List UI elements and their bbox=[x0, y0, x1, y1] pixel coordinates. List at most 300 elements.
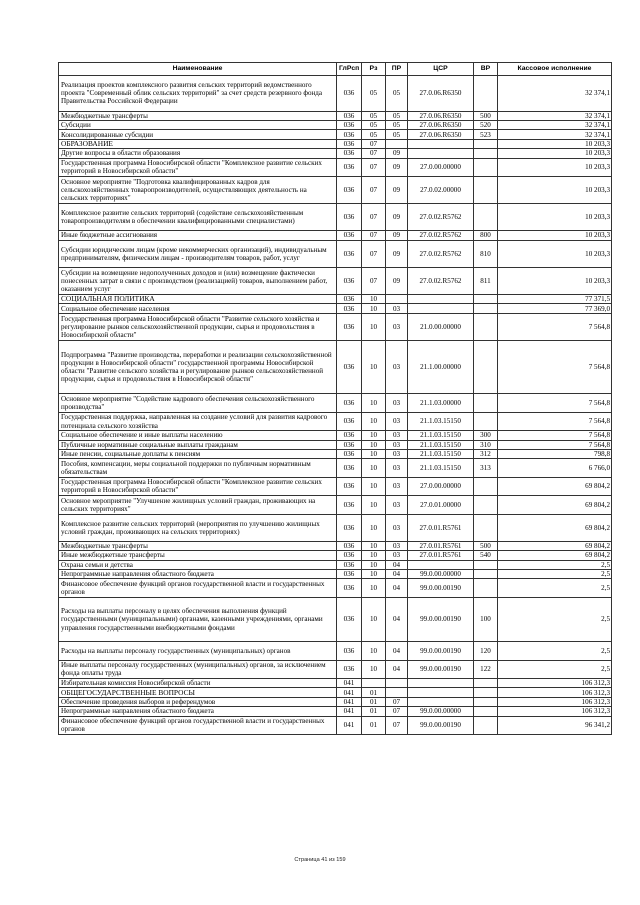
csr-cell: 27.0.02.R5762 bbox=[408, 240, 474, 267]
csr-cell: 99.0.00.00190 bbox=[408, 660, 474, 678]
name-cell: Консолидированные субсидии bbox=[59, 130, 337, 139]
vr-cell: 500 bbox=[474, 111, 498, 120]
glrsp-cell: 036 bbox=[337, 412, 362, 430]
glrsp-cell: 036 bbox=[337, 295, 362, 304]
amount-cell: 69 804,2 bbox=[498, 477, 612, 495]
glrsp-cell: 036 bbox=[337, 304, 362, 313]
csr-cell bbox=[408, 139, 474, 148]
rz-cell: 07 bbox=[362, 139, 386, 148]
name-cell: Пособия, компенсации, меры социальной поддержки по публичным нормативным обязательствам bbox=[59, 459, 337, 477]
csr-cell bbox=[408, 560, 474, 569]
header-name: Наименование bbox=[59, 63, 337, 76]
amount-cell: 77 369,0 bbox=[498, 304, 612, 313]
rz-cell: 10 bbox=[362, 295, 386, 304]
csr-cell: 21.1.00.00000 bbox=[408, 341, 474, 394]
amount-cell: 10 203,3 bbox=[498, 149, 612, 158]
pr-cell: 07 bbox=[386, 697, 408, 706]
csr-cell: 27.0.01.00000 bbox=[408, 496, 474, 514]
csr-cell: 21.0.00.00000 bbox=[408, 313, 474, 340]
amount-cell: 32 374,1 bbox=[498, 111, 612, 120]
glrsp-cell: 041 bbox=[337, 679, 362, 688]
pr-cell: 09 bbox=[386, 149, 408, 158]
pr-cell bbox=[386, 139, 408, 148]
glrsp-cell: 036 bbox=[337, 111, 362, 120]
vr-cell: 500 bbox=[474, 541, 498, 550]
rz-cell: 07 bbox=[362, 204, 386, 231]
vr-cell bbox=[474, 579, 498, 597]
glrsp-cell: 036 bbox=[337, 120, 362, 129]
name-cell: Иные межбюджетные трансферты bbox=[59, 551, 337, 560]
glrsp-cell: 041 bbox=[337, 716, 362, 734]
amount-cell: 7 564,8 bbox=[498, 394, 612, 412]
pr-cell: 03 bbox=[386, 450, 408, 459]
amount-cell: 7 564,8 bbox=[498, 313, 612, 340]
glrsp-cell: 036 bbox=[337, 579, 362, 597]
name-cell: Расходы на выплаты персоналу государственных (муниципальных) органов bbox=[59, 642, 337, 660]
rz-cell: 10 bbox=[362, 579, 386, 597]
pr-cell: 09 bbox=[386, 267, 408, 294]
pr-cell bbox=[386, 295, 408, 304]
vr-cell: 800 bbox=[474, 231, 498, 240]
header-csr: ЦСР bbox=[408, 63, 474, 76]
csr-cell: 27.0.06.R6350 bbox=[408, 76, 474, 112]
table-row bbox=[59, 76, 612, 112]
vr-cell bbox=[474, 394, 498, 412]
glrsp-cell: 036 bbox=[337, 267, 362, 294]
table-row bbox=[59, 579, 612, 597]
amount-cell: 7 564,8 bbox=[498, 440, 612, 449]
vr-cell bbox=[474, 204, 498, 231]
table-row bbox=[59, 496, 612, 514]
glrsp-cell: 041 bbox=[337, 697, 362, 706]
pr-cell: 04 bbox=[386, 660, 408, 678]
table-row bbox=[59, 341, 612, 394]
table-row bbox=[59, 440, 612, 449]
rz-cell: 05 bbox=[362, 76, 386, 112]
pr-cell: 04 bbox=[386, 569, 408, 578]
rz-cell: 10 bbox=[362, 642, 386, 660]
pr-cell: 03 bbox=[386, 496, 408, 514]
table-row bbox=[59, 660, 612, 678]
vr-cell bbox=[474, 76, 498, 112]
csr-cell bbox=[408, 679, 474, 688]
pr-cell bbox=[386, 688, 408, 697]
glrsp-cell: 036 bbox=[337, 231, 362, 240]
amount-cell: 7 564,8 bbox=[498, 412, 612, 430]
vr-cell bbox=[474, 569, 498, 578]
rz-cell: 01 bbox=[362, 707, 386, 716]
name-cell: Государственная поддержка, направленная на создание условий для развития кадрового потенциала сельского хозяйства bbox=[59, 412, 337, 430]
rz-cell: 10 bbox=[362, 450, 386, 459]
vr-cell bbox=[474, 477, 498, 495]
csr-cell: 27.0.01.R5761 bbox=[408, 541, 474, 550]
name-cell: Публичные нормативные социальные выплаты гражданам bbox=[59, 440, 337, 449]
name-cell: Реализация проектов комплексного развития сельских территорий ведомственного проекта "Современный облик сельских территорий" за счет средств резервного фонда Правительства Российской Федерации bbox=[59, 76, 337, 112]
pr-cell: 04 bbox=[386, 560, 408, 569]
name-cell: Обеспечение проведения выборов и референдумов bbox=[59, 697, 337, 706]
table-row bbox=[59, 642, 612, 660]
pr-cell: 03 bbox=[386, 431, 408, 440]
pr-cell: 03 bbox=[386, 341, 408, 394]
name-cell: Комплексное развитие сельских территорий (мероприятия по улучшению жилищных условий граждан, проживающих на сельских территориях) bbox=[59, 514, 337, 541]
table-row bbox=[59, 111, 612, 120]
amount-cell: 106 312,3 bbox=[498, 707, 612, 716]
csr-cell: 99.0.00.00000 bbox=[408, 707, 474, 716]
amount-cell: 798,8 bbox=[498, 450, 612, 459]
glrsp-cell: 036 bbox=[337, 139, 362, 148]
pr-cell: 03 bbox=[386, 412, 408, 430]
budget-table-container bbox=[58, 62, 611, 735]
vr-cell bbox=[474, 139, 498, 148]
amount-cell: 96 341,2 bbox=[498, 716, 612, 734]
amount-cell: 69 804,2 bbox=[498, 496, 612, 514]
vr-cell bbox=[474, 496, 498, 514]
pr-cell: 04 bbox=[386, 642, 408, 660]
name-cell: Субсидии юридическим лицам (кроме некоммерческих организаций), индивидуальным предпринимателям, физическим лицам - производителям товаров, работ, услуг bbox=[59, 240, 337, 267]
csr-cell: 27.0.02.R5762 bbox=[408, 267, 474, 294]
name-cell: Другие вопросы в области образования bbox=[59, 149, 337, 158]
pr-cell: 09 bbox=[386, 231, 408, 240]
amount-cell: 10 203,3 bbox=[498, 158, 612, 176]
pr-cell: 05 bbox=[386, 111, 408, 120]
pr-cell: 09 bbox=[386, 176, 408, 203]
table-row bbox=[59, 514, 612, 541]
name-cell: Основное мероприятие "Улучшение жилищных условий граждан, проживающих на сельских территориях" bbox=[59, 496, 337, 514]
vr-cell bbox=[474, 707, 498, 716]
amount-cell: 32 374,1 bbox=[498, 76, 612, 112]
rz-cell: 07 bbox=[362, 240, 386, 267]
name-cell: Финансовое обеспечение функций органов государственной власти и государственных органов bbox=[59, 716, 337, 734]
name-cell: Основное мероприятие "Содействие кадрового обеспечения сельскохозяйственного производства" bbox=[59, 394, 337, 412]
rz-cell: 07 bbox=[362, 231, 386, 240]
table-row bbox=[59, 716, 612, 734]
rz-cell: 10 bbox=[362, 496, 386, 514]
table-row bbox=[59, 394, 612, 412]
name-cell: Непрограммные направления областного бюджета bbox=[59, 707, 337, 716]
rz-cell: 10 bbox=[362, 440, 386, 449]
name-cell: Социальное обеспечение и иные выплаты населению bbox=[59, 431, 337, 440]
pr-cell: 03 bbox=[386, 477, 408, 495]
pr-cell: 04 bbox=[386, 579, 408, 597]
rz-cell: 07 bbox=[362, 158, 386, 176]
amount-cell: 2,5 bbox=[498, 579, 612, 597]
csr-cell: 27.0.02.00000 bbox=[408, 176, 474, 203]
name-cell: Основное мероприятие "Подготовка квалифицированных кадров для сельскохозяйственных товаропроизводителей, осуществляющих деятельность на сельских территориях" bbox=[59, 176, 337, 203]
vr-cell bbox=[474, 304, 498, 313]
glrsp-cell: 036 bbox=[337, 569, 362, 578]
glrsp-cell: 041 bbox=[337, 707, 362, 716]
header-amount: Кассовое исполнение bbox=[498, 63, 612, 76]
amount-cell: 10 203,3 bbox=[498, 139, 612, 148]
csr-cell: 27.0.01.R5761 bbox=[408, 514, 474, 541]
name-cell: Финансовое обеспечение функций органов государственной власти и государственных органов bbox=[59, 579, 337, 597]
name-cell: Комплексное развитие сельских территорий (содействие сельскохозяйственным товаропроизводителям в обеспечении квалифицированными специалистами) bbox=[59, 204, 337, 231]
vr-cell bbox=[474, 313, 498, 340]
amount-cell: 69 804,2 bbox=[498, 541, 612, 550]
table-row bbox=[59, 551, 612, 560]
vr-cell: 540 bbox=[474, 551, 498, 560]
glrsp-cell: 036 bbox=[337, 130, 362, 139]
name-cell: Социальное обеспечение населения bbox=[59, 304, 337, 313]
amount-cell: 106 312,3 bbox=[498, 679, 612, 688]
name-cell: Субсидии на возмещение недополученных доходов и (или) возмещение фактически понесенных затрат в связи с производством (реализацией) товаров, выполнением работ, оказанием услуг bbox=[59, 267, 337, 294]
table-row bbox=[59, 450, 612, 459]
amount-cell: 2,5 bbox=[498, 560, 612, 569]
vr-cell: 312 bbox=[474, 450, 498, 459]
table-row bbox=[59, 688, 612, 697]
table-row bbox=[59, 158, 612, 176]
vr-cell bbox=[474, 560, 498, 569]
table-row bbox=[59, 267, 612, 294]
table-row bbox=[59, 176, 612, 203]
rz-cell: 10 bbox=[362, 431, 386, 440]
amount-cell: 106 312,3 bbox=[498, 697, 612, 706]
csr-cell: 27.0.06.R6350 bbox=[408, 130, 474, 139]
table-row bbox=[59, 477, 612, 495]
amount-cell: 32 374,1 bbox=[498, 120, 612, 129]
vr-cell: 100 bbox=[474, 597, 498, 642]
vr-cell: 120 bbox=[474, 642, 498, 660]
glrsp-cell: 036 bbox=[337, 597, 362, 642]
table-header bbox=[59, 63, 612, 76]
name-cell: Иные бюджетные ассигнования bbox=[59, 231, 337, 240]
table-row bbox=[59, 240, 612, 267]
table-row bbox=[59, 679, 612, 688]
glrsp-cell: 036 bbox=[337, 560, 362, 569]
csr-cell: 99.0.00.00190 bbox=[408, 579, 474, 597]
rz-cell: 05 bbox=[362, 130, 386, 139]
amount-cell: 7 564,8 bbox=[498, 341, 612, 394]
glrsp-cell: 041 bbox=[337, 688, 362, 697]
rz-cell: 05 bbox=[362, 120, 386, 129]
pr-cell: 09 bbox=[386, 240, 408, 267]
glrsp-cell: 036 bbox=[337, 551, 362, 560]
table-row bbox=[59, 204, 612, 231]
csr-cell: 99.0.00.00190 bbox=[408, 597, 474, 642]
table-row bbox=[59, 541, 612, 550]
amount-cell: 69 804,2 bbox=[498, 551, 612, 560]
pr-cell: 07 bbox=[386, 707, 408, 716]
name-cell: Охрана семьи и детства bbox=[59, 560, 337, 569]
pr-cell: 09 bbox=[386, 204, 408, 231]
table-row bbox=[59, 697, 612, 706]
glrsp-cell: 036 bbox=[337, 459, 362, 477]
csr-cell: 99.0.00.00000 bbox=[408, 569, 474, 578]
vr-cell bbox=[474, 341, 498, 394]
table-row bbox=[59, 313, 612, 340]
rz-cell: 05 bbox=[362, 111, 386, 120]
rz-cell: 10 bbox=[362, 313, 386, 340]
amount-cell: 77 371,5 bbox=[498, 295, 612, 304]
name-cell: Иные пенсии, социальные доплаты к пенсиям bbox=[59, 450, 337, 459]
name-cell: Государственная программа Новосибирской области "Развитие сельского хозяйства и регулирование рынков сельскохозяйственной продукции, сырья и продовольствия в Новосибирской области" bbox=[59, 313, 337, 340]
csr-cell: 27.0.00.00000 bbox=[408, 158, 474, 176]
header-pr: ПР bbox=[386, 63, 408, 76]
glrsp-cell: 036 bbox=[337, 394, 362, 412]
csr-cell bbox=[408, 295, 474, 304]
csr-cell: 27.0.00.00000 bbox=[408, 477, 474, 495]
vr-cell: 520 bbox=[474, 120, 498, 129]
glrsp-cell: 036 bbox=[337, 642, 362, 660]
name-cell: Государственная программа Новосибирской области "Комплексное развитие сельских территорий в Новосибирской области" bbox=[59, 477, 337, 495]
csr-cell: 21.1.03.15150 bbox=[408, 459, 474, 477]
name-cell: Государственная программа Новосибирской области "Комплексное развитие сельских территорий в Новосибирской области" bbox=[59, 158, 337, 176]
name-cell: ОБЩЕГОСУДАРСТВЕННЫЕ ВОПРОСЫ bbox=[59, 688, 337, 697]
rz-cell: 10 bbox=[362, 412, 386, 430]
table-row bbox=[59, 459, 612, 477]
glrsp-cell: 036 bbox=[337, 440, 362, 449]
csr-cell bbox=[408, 688, 474, 697]
glrsp-cell: 036 bbox=[337, 450, 362, 459]
csr-cell: 21.1.03.15150 bbox=[408, 440, 474, 449]
pr-cell: 03 bbox=[386, 541, 408, 550]
glrsp-cell: 036 bbox=[337, 240, 362, 267]
vr-cell bbox=[474, 688, 498, 697]
pr-cell: 03 bbox=[386, 514, 408, 541]
pr-cell: 07 bbox=[386, 716, 408, 734]
pr-cell: 03 bbox=[386, 440, 408, 449]
vr-cell: 310 bbox=[474, 440, 498, 449]
amount-cell: 2,5 bbox=[498, 569, 612, 578]
pr-cell: 05 bbox=[386, 120, 408, 129]
table-row bbox=[59, 597, 612, 642]
glrsp-cell: 036 bbox=[337, 176, 362, 203]
rz-cell: 10 bbox=[362, 597, 386, 642]
csr-cell: 27.0.06.R6350 bbox=[408, 120, 474, 129]
rz-cell: 10 bbox=[362, 394, 386, 412]
amount-cell: 2,5 bbox=[498, 660, 612, 678]
rz-cell: 10 bbox=[362, 341, 386, 394]
vr-cell bbox=[474, 514, 498, 541]
table-row bbox=[59, 412, 612, 430]
rz-cell: 10 bbox=[362, 459, 386, 477]
amount-cell: 2,5 bbox=[498, 597, 612, 642]
amount-cell: 10 203,3 bbox=[498, 267, 612, 294]
amount-cell: 10 203,3 bbox=[498, 240, 612, 267]
glrsp-cell: 036 bbox=[337, 149, 362, 158]
glrsp-cell: 036 bbox=[337, 313, 362, 340]
table-row bbox=[59, 231, 612, 240]
table-row bbox=[59, 431, 612, 440]
page-number: Страница 41 из 159 bbox=[294, 857, 346, 863]
amount-cell: 106 312,3 bbox=[498, 688, 612, 697]
rz-cell: 10 bbox=[362, 477, 386, 495]
vr-cell bbox=[474, 149, 498, 158]
header-rz: Рз bbox=[362, 63, 386, 76]
amount-cell: 7 564,8 bbox=[498, 431, 612, 440]
glrsp-cell: 036 bbox=[337, 431, 362, 440]
csr-cell: 21.1.03.15150 bbox=[408, 431, 474, 440]
glrsp-cell: 036 bbox=[337, 204, 362, 231]
table-row bbox=[59, 304, 612, 313]
pr-cell: 04 bbox=[386, 597, 408, 642]
csr-cell: 99.0.00.00190 bbox=[408, 716, 474, 734]
vr-cell: 523 bbox=[474, 130, 498, 139]
rz-cell: 10 bbox=[362, 541, 386, 550]
csr-cell: 21.1.03.15150 bbox=[408, 412, 474, 430]
csr-cell: 27.0.02.R5762 bbox=[408, 204, 474, 231]
table-row bbox=[59, 149, 612, 158]
amount-cell: 69 804,2 bbox=[498, 514, 612, 541]
glrsp-cell: 036 bbox=[337, 660, 362, 678]
name-cell: Иные выплаты персоналу государственных (муниципальных) органов, за исключением фонда оплаты труда bbox=[59, 660, 337, 678]
rz-cell: 01 bbox=[362, 697, 386, 706]
csr-cell: 27.0.01.R5761 bbox=[408, 551, 474, 560]
rz-cell: 10 bbox=[362, 514, 386, 541]
amount-cell: 10 203,3 bbox=[498, 204, 612, 231]
pr-cell: 05 bbox=[386, 76, 408, 112]
name-cell: Расходы на выплаты персоналу в целях обеспечения выполнения функций государственными (муниципальными) органами, казенными учреждениями, органами управления государственными внебюджетными фондами bbox=[59, 597, 337, 642]
rz-cell: 10 bbox=[362, 551, 386, 560]
name-cell: Субсидии bbox=[59, 120, 337, 129]
glrsp-cell: 036 bbox=[337, 341, 362, 394]
vr-cell: 122 bbox=[474, 660, 498, 678]
rz-cell: 10 bbox=[362, 304, 386, 313]
csr-cell: 27.0.02.R5762 bbox=[408, 231, 474, 240]
pr-cell: 05 bbox=[386, 130, 408, 139]
vr-cell bbox=[474, 697, 498, 706]
glrsp-cell: 036 bbox=[337, 477, 362, 495]
vr-cell bbox=[474, 176, 498, 203]
rz-cell bbox=[362, 679, 386, 688]
rz-cell: 07 bbox=[362, 149, 386, 158]
rz-cell: 10 bbox=[362, 569, 386, 578]
rz-cell: 01 bbox=[362, 688, 386, 697]
vr-cell bbox=[474, 716, 498, 734]
amount-cell: 32 374,1 bbox=[498, 130, 612, 139]
rz-cell: 10 bbox=[362, 660, 386, 678]
rz-cell: 01 bbox=[362, 716, 386, 734]
csr-cell: 99.0.00.00190 bbox=[408, 642, 474, 660]
name-cell: Подпрограмма "Развитие производства, переработки и реализации сельскохозяйственной продукции в Новосибирской области" государственной программы Новосибирской области "Развитие сельского хозяйства и регулирование рынков сельскохозяйственной продукции, сырья и продовольствия в Новосибирской области" bbox=[59, 341, 337, 394]
table-row bbox=[59, 707, 612, 716]
rz-cell: 10 bbox=[362, 560, 386, 569]
csr-cell: 21.1.03.00000 bbox=[408, 394, 474, 412]
vr-cell bbox=[474, 295, 498, 304]
csr-cell bbox=[408, 697, 474, 706]
name-cell: Непрограммные направления областного бюджета bbox=[59, 569, 337, 578]
name-cell: ОБРАЗОВАНИЕ bbox=[59, 139, 337, 148]
pr-cell: 03 bbox=[386, 551, 408, 560]
amount-cell: 10 203,3 bbox=[498, 231, 612, 240]
name-cell: Избирательная комиссия Новосибирской области bbox=[59, 679, 337, 688]
amount-cell: 10 203,3 bbox=[498, 176, 612, 203]
budget-table bbox=[58, 62, 612, 735]
table-body bbox=[59, 76, 612, 735]
glrsp-cell: 036 bbox=[337, 541, 362, 550]
table-row bbox=[59, 569, 612, 578]
csr-cell bbox=[408, 149, 474, 158]
vr-cell bbox=[474, 158, 498, 176]
table-row bbox=[59, 130, 612, 139]
vr-cell: 313 bbox=[474, 459, 498, 477]
name-cell: СОЦИАЛЬНАЯ ПОЛИТИКА bbox=[59, 295, 337, 304]
rz-cell: 07 bbox=[362, 176, 386, 203]
header-glrsp: ГлРсп bbox=[337, 63, 362, 76]
pr-cell bbox=[386, 679, 408, 688]
table-row bbox=[59, 120, 612, 129]
rz-cell: 07 bbox=[362, 267, 386, 294]
vr-cell bbox=[474, 412, 498, 430]
csr-cell bbox=[408, 304, 474, 313]
pr-cell: 03 bbox=[386, 459, 408, 477]
table-row bbox=[59, 560, 612, 569]
csr-cell: 27.0.06.R6350 bbox=[408, 111, 474, 120]
glrsp-cell: 036 bbox=[337, 76, 362, 112]
name-cell: Межбюджетные трансферты bbox=[59, 541, 337, 550]
table-row bbox=[59, 295, 612, 304]
vr-cell: 300 bbox=[474, 431, 498, 440]
